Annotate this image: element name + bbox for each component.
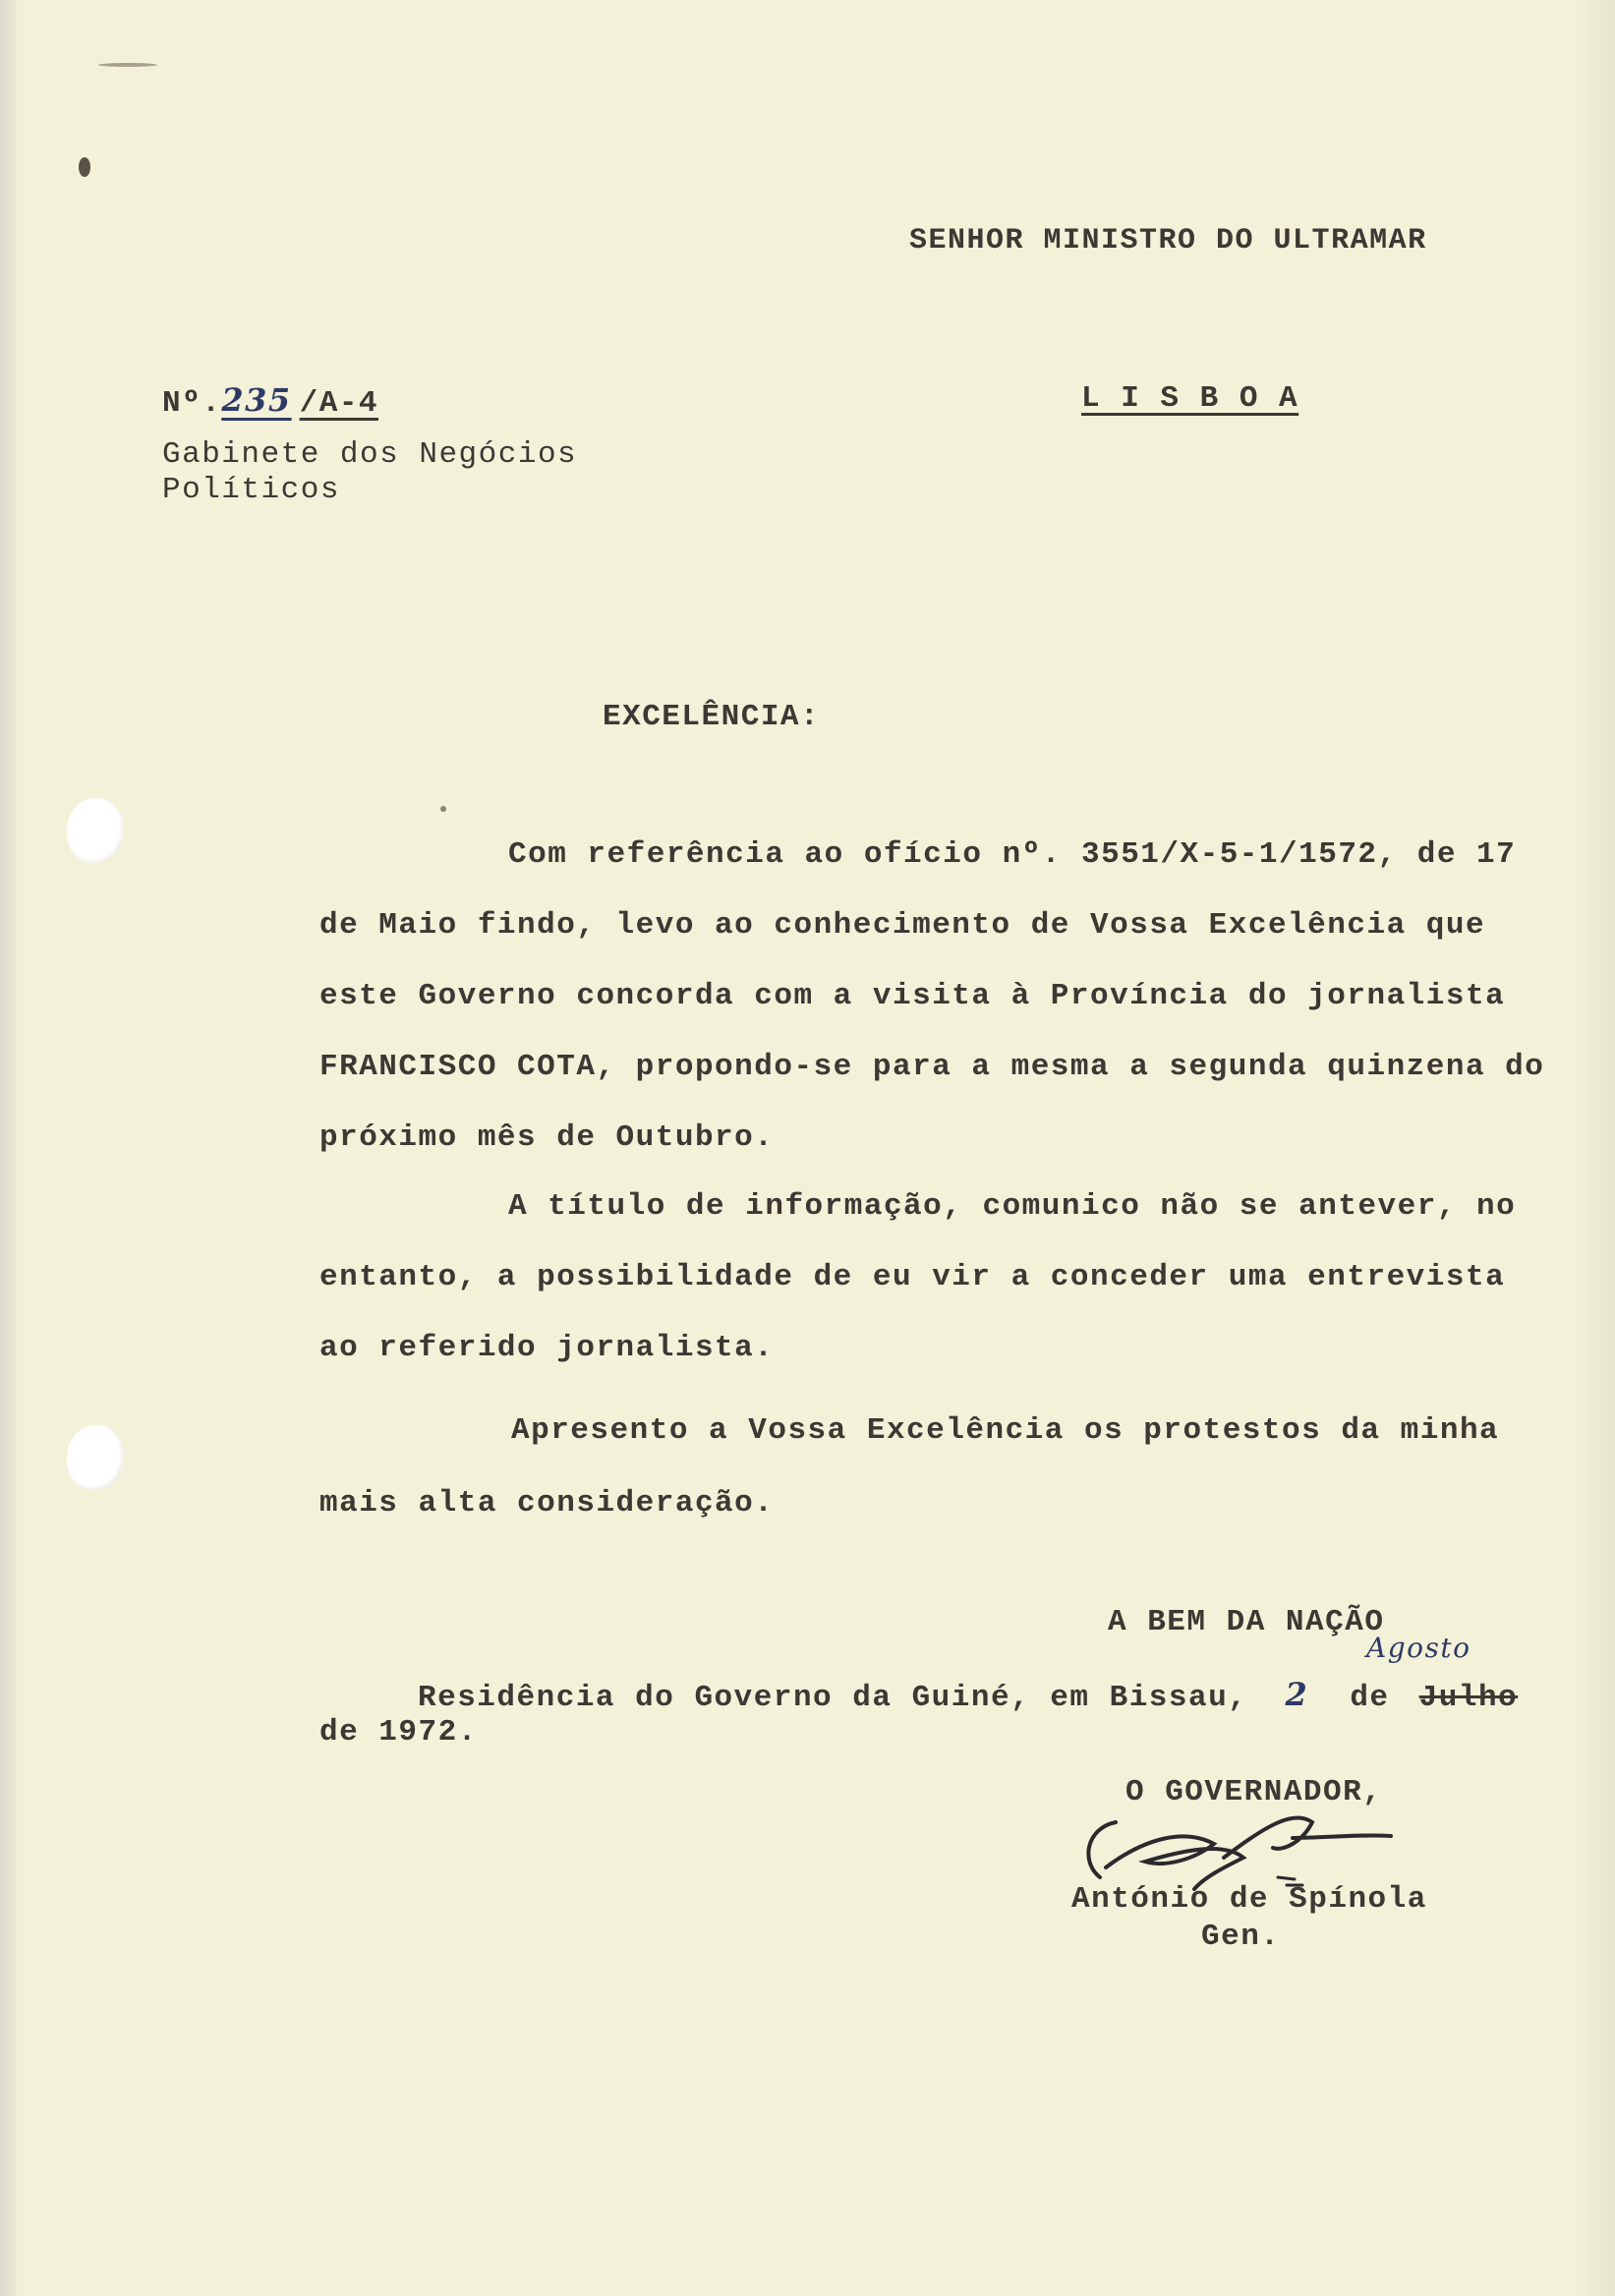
ink-speck <box>440 806 446 812</box>
body-line: este Governo concorda com a visita à Província do jornalista <box>319 979 1506 1013</box>
body-line: ao referido jornalista. <box>319 1331 775 1365</box>
signatory-rank: Gen. <box>1201 1920 1281 1954</box>
body-line: próximo mês de Outubro. <box>319 1120 775 1155</box>
salutation: EXCELÊNCIA: <box>603 700 821 734</box>
body-line: FRANCISCO COTA, propondo-se para a mesma a segunda quinzena do <box>319 1050 1545 1084</box>
city: L I S B O A <box>1081 381 1299 416</box>
handwritten-day: 2 <box>1285 1676 1309 1713</box>
ink-speck <box>79 157 90 177</box>
office-line-2: Políticos <box>162 473 340 507</box>
handwritten-month: Agosto <box>1366 1632 1471 1664</box>
addressee: SENHOR MINISTRO DO ULTRAMAR <box>909 224 1427 258</box>
body-line: entanto, a possibilidade de eu vir a conceder uma entrevista <box>319 1260 1506 1294</box>
reference-handwritten-number: 235 <box>221 381 292 419</box>
office-line-1: Gabinete dos Negócios <box>162 437 578 472</box>
page-edge <box>0 0 16 2296</box>
place-date-de: de <box>1350 1681 1390 1715</box>
body-line: mais alta consideração. <box>319 1486 775 1521</box>
body-line: A título de informação, comunico não se antever, no <box>508 1189 1517 1224</box>
reference-suffix: /A-4 <box>299 386 379 421</box>
reference-prefix: Nº. <box>162 386 222 421</box>
place-date-line-1 <box>418 1676 1518 1715</box>
signatory-title: O GOVERNADOR, <box>1125 1775 1383 1809</box>
body-line: de Maio findo, levo ao conhecimento de Vossa Excelência que <box>319 908 1486 943</box>
struck-month: Julho <box>1418 1681 1519 1715</box>
place-date-prefix: Residência do Governo da Guiné, em Bissau, <box>418 1681 1248 1715</box>
body-line: Apresento a Vossa Excelência os protestos da minha <box>511 1413 1500 1448</box>
ink-speck <box>98 63 157 67</box>
signatory-name: António de Spínola <box>1071 1882 1427 1917</box>
place-date-line-2: de 1972. <box>319 1715 478 1750</box>
punch-hole <box>67 1425 124 1490</box>
closing-motto: A BEM DA NAÇÃO <box>1108 1605 1385 1639</box>
reference-number <box>162 381 378 421</box>
punch-hole <box>67 798 124 863</box>
body-line: Com referência ao ofício nº. 3551/X-5-1/1572, de 17 <box>508 837 1517 872</box>
